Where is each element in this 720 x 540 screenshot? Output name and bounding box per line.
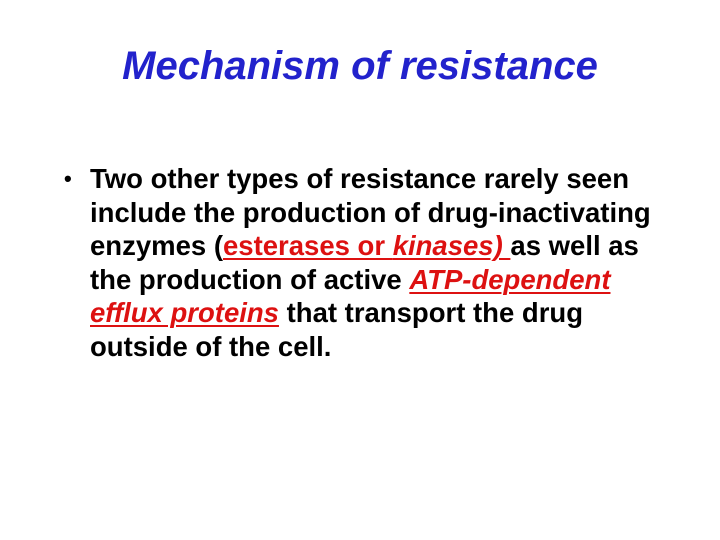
bullet-icon: • [64,166,72,191]
enzyme-types-part-1: esterases or [222,230,393,261]
bullet-list [58,162,678,363]
bullet-text-middle: as well as the production of active [90,230,639,295]
bullet-text-intro: Two other types of resistance rarely seen include the production of drug-inactivating enzymes ( [90,163,651,261]
bullet-item [58,162,678,363]
slide-title: Mechanism of resistance [122,44,598,88]
enzyme-types-part-2: kinases) [392,230,511,261]
bullet-text-end: that transport the drug outside of the cell. [90,297,583,362]
efflux-proteins-term: ATP-dependent efflux proteins [90,263,611,328]
